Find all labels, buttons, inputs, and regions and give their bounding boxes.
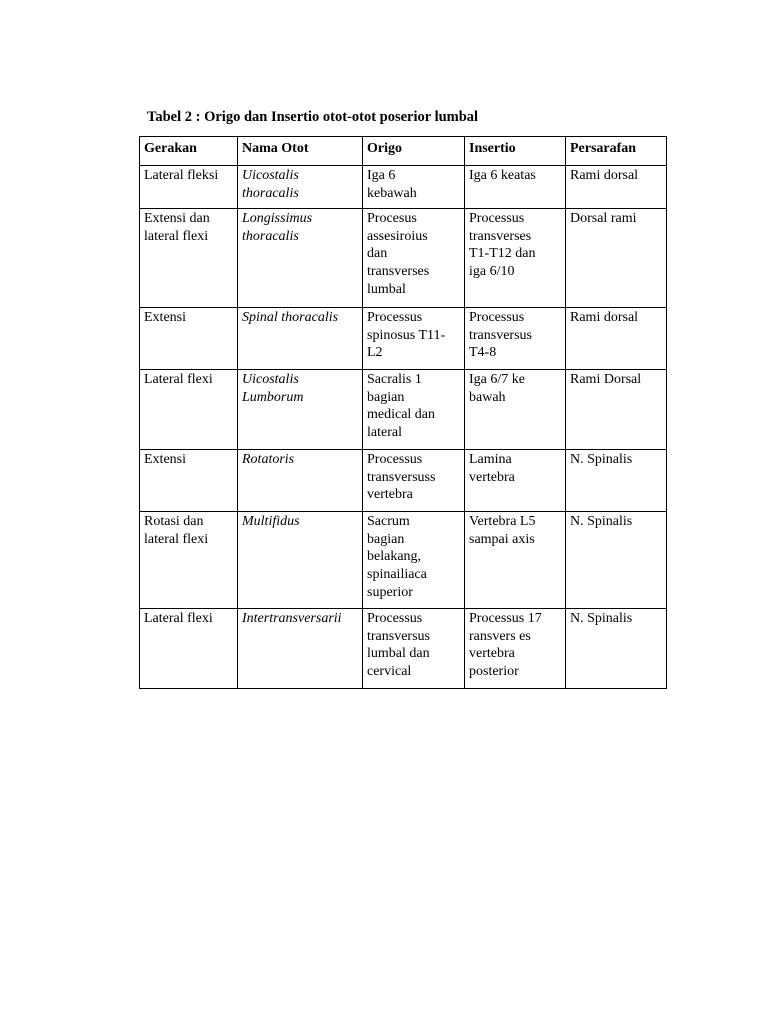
- cell-insertio: [465, 370, 566, 450]
- table-body: [140, 166, 667, 689]
- cell-text-line: Processus 17: [469, 611, 542, 627]
- table-row: [140, 450, 667, 512]
- cell-text-line: Dorsal rami: [570, 211, 637, 227]
- cell-persarafan: [566, 308, 667, 370]
- cell-text-line: ransvers es: [469, 628, 531, 644]
- cell-text-line: Lateral flexi: [144, 611, 213, 627]
- cell-gerakan: [140, 609, 238, 689]
- cell-insertio: [465, 512, 566, 609]
- cell-gerakan: [140, 209, 238, 308]
- cell-text-line: posterior: [469, 663, 519, 679]
- cell-nama-otot: [238, 609, 363, 689]
- cell-text-line: Longissimus: [242, 211, 313, 227]
- cell-text-line: T4-8: [469, 345, 497, 361]
- cell-text-line: assesiroius: [367, 228, 428, 244]
- header-insertio: Insertio: [465, 137, 566, 166]
- cell-insertio: [465, 308, 566, 370]
- cell-persarafan: [566, 209, 667, 308]
- cell-text-line: spinosus T11-: [367, 327, 446, 343]
- cell-text-line: Sacrum: [367, 514, 410, 530]
- cell-text-line: iga 6/10: [469, 263, 515, 279]
- cell-origo: [363, 609, 465, 689]
- header-gerakan: Gerakan: [140, 137, 238, 166]
- cell-text-line: Lateral fleksi: [144, 168, 219, 183]
- cell-text-line: Uicostalis: [242, 168, 299, 183]
- cell-text-line: transverses: [469, 228, 532, 244]
- cell-text-line: spinailiaca: [367, 566, 427, 582]
- cell-text-line: lateral flexi: [144, 531, 209, 547]
- header-origo: Origo: [363, 137, 465, 166]
- cell-persarafan: [566, 370, 667, 450]
- cell-text-line: Spinal thoracalis: [242, 310, 339, 326]
- cell-text-line: bagian: [367, 389, 405, 405]
- cell-text-line: Extensi dan: [144, 211, 210, 227]
- cell-text-line: Processus: [367, 452, 423, 468]
- cell-text-line: transversuss: [367, 469, 436, 485]
- cell-text-line: N. Spinalis: [570, 514, 633, 530]
- cell-gerakan: [140, 512, 238, 609]
- cell-text-line: Processus: [469, 211, 525, 227]
- cell-persarafan: [566, 166, 667, 209]
- cell-text-line: bagian: [367, 531, 405, 547]
- cell-text-line: N. Spinalis: [570, 452, 633, 468]
- cell-text-line: Processus: [367, 310, 423, 326]
- cell-origo: [363, 370, 465, 450]
- cell-gerakan: [140, 370, 238, 450]
- cell-text-line: Iga 6: [367, 168, 396, 183]
- cell-text-line: lateral flexi: [144, 228, 209, 244]
- cell-origo: [363, 308, 465, 370]
- cell-text-line: lumbal dan: [367, 646, 430, 662]
- cell-nama-otot: [238, 450, 363, 512]
- table-row: [140, 609, 667, 689]
- cell-text-line: Sacralis 1: [367, 372, 422, 388]
- cell-text-line: Rami Dorsal: [570, 372, 642, 388]
- cell-text-line: Rotasi dan: [144, 514, 204, 530]
- cell-text-line: Intertransversarii: [242, 611, 342, 627]
- cell-text-line: superior: [367, 584, 413, 600]
- cell-text-line: sampai axis: [469, 531, 535, 547]
- cell-text-line: transversus: [469, 327, 532, 343]
- header-persarafan: Persarafan: [566, 137, 667, 166]
- cell-text-line: Lamina: [469, 452, 512, 468]
- muscle-table: [139, 136, 667, 689]
- table-caption: Tabel 2 : Origo dan Insertio otot-otot poserior lumbal: [147, 109, 479, 125]
- cell-text-line: Processus: [367, 611, 423, 627]
- cell-nama-otot: [238, 166, 363, 209]
- cell-origo: [363, 512, 465, 609]
- cell-text-line: Rotatoris: [242, 452, 295, 468]
- cell-text-line: vertebra: [367, 487, 413, 503]
- table-row: [140, 209, 667, 308]
- cell-text-line: Iga 6/7 ke: [469, 372, 525, 388]
- cell-gerakan: [140, 166, 238, 209]
- cell-text-line: Lumborum: [242, 389, 304, 405]
- cell-nama-otot: [238, 512, 363, 609]
- cell-gerakan: [140, 308, 238, 370]
- cell-insertio: [465, 166, 566, 209]
- cell-persarafan: [566, 609, 667, 689]
- cell-origo: [363, 166, 465, 209]
- cell-text-line: Processus: [469, 310, 525, 326]
- cell-text-line: T1-T12 dan: [469, 246, 536, 262]
- cell-text-line: medical dan: [367, 407, 436, 423]
- table-row: [140, 370, 667, 450]
- cell-text-line: vertebra: [469, 646, 515, 662]
- cell-text-line: kebawah: [367, 185, 417, 201]
- cell-persarafan: [566, 512, 667, 609]
- cell-text-line: Multifidus: [242, 514, 300, 530]
- cell-text-line: lateral: [367, 424, 402, 440]
- cell-persarafan: [566, 450, 667, 512]
- table-row: [140, 166, 667, 209]
- cell-insertio: [465, 450, 566, 512]
- cell-text-line: belakang,: [367, 549, 422, 565]
- header-nama-otot: Nama Otot: [238, 137, 363, 166]
- cell-text-line: transversus: [367, 628, 430, 644]
- cell-text-line: thoracalis: [242, 185, 299, 201]
- table-row: [140, 512, 667, 609]
- cell-insertio: [465, 609, 566, 689]
- cell-text-line: N. Spinalis: [570, 611, 633, 627]
- cell-insertio: [465, 209, 566, 308]
- cell-text-line: Extensi: [144, 310, 186, 326]
- cell-origo: [363, 450, 465, 512]
- cell-text-line: Iga 6 keatas: [469, 168, 536, 183]
- cell-text-line: Procesus: [367, 211, 417, 227]
- cell-origo: [363, 209, 465, 308]
- cell-text-line: thoracalis: [242, 228, 299, 244]
- cell-gerakan: [140, 450, 238, 512]
- cell-text-line: Rami dorsal: [570, 310, 639, 326]
- table-header-row: [140, 137, 667, 166]
- cell-nama-otot: [238, 308, 363, 370]
- cell-text-line: vertebra: [469, 469, 515, 485]
- cell-text-line: Lateral flexi: [144, 372, 213, 388]
- cell-text-line: lumbal: [367, 281, 406, 297]
- cell-text-line: Vertebra L5: [469, 514, 536, 530]
- cell-text-line: Uicostalis: [242, 372, 299, 388]
- cell-nama-otot: [238, 370, 363, 450]
- cell-text-line: L2: [367, 345, 383, 361]
- cell-nama-otot: [238, 209, 363, 308]
- cell-text-line: dan: [367, 246, 388, 262]
- cell-text-line: transverses: [367, 263, 430, 279]
- cell-text-line: Rami dorsal: [570, 168, 639, 183]
- cell-text-line: bawah: [469, 389, 506, 405]
- cell-text-line: cervical: [367, 663, 412, 679]
- cell-text-line: Extensi: [144, 452, 186, 468]
- table-row: [140, 308, 667, 370]
